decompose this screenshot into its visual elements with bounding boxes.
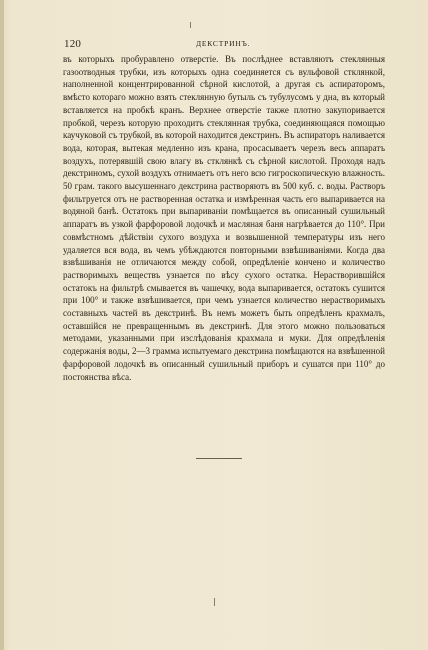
- page-number: 120: [64, 38, 82, 50]
- end-rule: [196, 458, 242, 459]
- body-paragraph: въ которыхъ пробуравлено отверстіе. Въ послѣднее вставляютъ стеклянныя газоотводныя трубки, изъ которыхъ одна соединяется съ вульфовой стклянкой, наполненной концентрированной сѣрной кислотой, а другая съ аспираторомъ, вмѣсто котораго можно взять стеклянную бутыль съ тубулусомъ у дна, въ который вставляется на пробкѣ кранъ. Верхнее отверстіе также плотно закупоривается пробкой, черезъ которую проходитъ стеклянная трубка, соединяющаяся помощью каучуковой съ трубкой, въ которой находится декстринъ. Въ аспираторъ наливается вода, которая, вытекая медленно изъ крана, просасываетъ черезъ весь аппаратъ воздухъ, потерявшій свою влагу въ стклянкѣ съ сѣрной кислотой. Проходя надъ декстриномъ, сухой воздухъ отнимаетъ отъ него всю гигроскопическую влажность. 50 грам. такого высушеннаго декстрина растворяютъ въ 500 куб. с. воды. Растворъ фильтруется отъ не растворенная остатка и измѣренная часть его выпаривается на водяной банѣ. Остатокъ при выпариваніи помѣщается въ описанный сушильный аппаратъ въ узкой фарфоровой лодочкѣ и масляная баня нагрѣвается до 110°. При совмѣстномъ дѣйствіи сухого воздуха и возвышенной температуры изъ него удаляется вся вода, въ чемъ убѣждаются повторными взвѣшиваніями. Когда два взвѣшиванія не отличаются между собой, опредѣленіе кончено и количество растворимыхъ веществъ узнается по вѣсу сухого остатка. Нерастворившійся остатокъ на фильтрѣ смывается въ чашечку, вода выпаривается, остатокъ сушится при 100° и также взвѣшивается, при чемъ узнается количество нерастворимыхъ составныхъ частей въ декстринѣ. Въ немъ можетъ быть опредѣленъ крахмалъ, оставшійся не превращеннымъ въ декстринѣ. Для этого можно пользоваться методами, указанными при изслѣдованія крахмала и муки. Для опредѣленія содержанія воды, 2—3 грамма испытуемаго декстрина помѣщаются на взвѣшенной фарфоровой лодочкѣ въ описанный сушильный приборъ и сушатся при 110° до постоянства вѣса.: [63, 54, 385, 382]
- running-title: ДЕКСТРИНЪ.: [196, 39, 251, 48]
- scan-mark: [190, 22, 191, 28]
- page-binding-edge: [0, 0, 4, 650]
- scan-mark: [214, 598, 215, 606]
- page-header: [64, 38, 384, 50]
- body-text: [63, 53, 385, 383]
